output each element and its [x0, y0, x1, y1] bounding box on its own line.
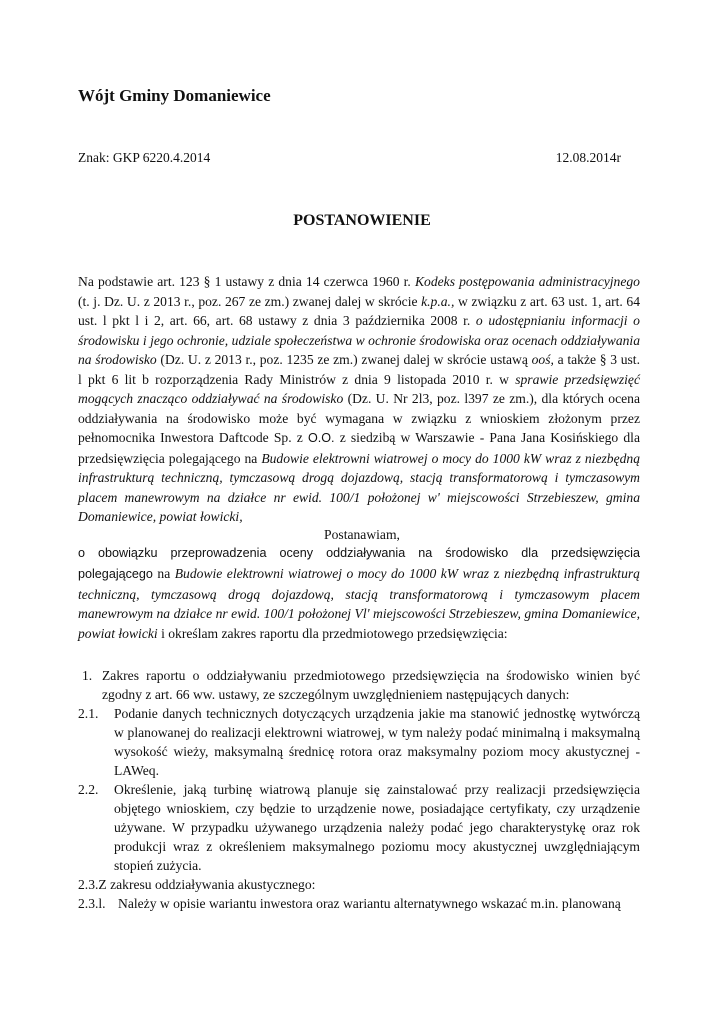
basis-company-suffix: O.O. [307, 431, 335, 445]
list-item-text: Zakres raportu o oddziaływaniu przedmiotowego przedsięwzięcia na środowisko winien być zgodny z art. 66 ww. ustawy, ze szczególnym uwzględnieniem następujących danych: [102, 668, 640, 702]
list-item-text: Określenie, jaką turbinę wiatrową planuje się zainstalować przy realizacji przedsięwzięcia objętego wnioskiem, czy będzie to urządzenie nowe, posiadające certyfikaty, czy urządzenie używane. W przypadku używanego urządzenia należy podać jego charakterystykę oraz rok produkcji wraz z określeniem maksymalnego poziomu mocy akustycznej uwzględniającym stopień zużycia. [114, 782, 640, 873]
decision-text-3: z [489, 565, 505, 581]
basis-italic-oos: ooś, [531, 352, 554, 367]
decision-italic-project-2: niezbędną infrastrukturą techniczną, tymczasową drogą dojazdową, stacją transformatorową i tymczasowym placem manewrowym na działce nr ewid. 100/1 położonej Vl' miejscowości Strzebieszew, gmina Domaniewice, powiat łowicki [78, 565, 640, 642]
basis-text-2: (t. j. Dz. U. z 2013 r., poz. 267 ze zm.) zwanej dalej w skrócie [78, 293, 422, 309]
list-item [78, 875, 640, 894]
basis-text-6: (Dz. U. Nr 2l3, poz. l397 ze zm.), dla których ocena oddziaływania na środowisko może być wymagana w związku z wnioskiem złożonym przez pełnomocnika Inwestora Daftcode Sp. z [78, 391, 640, 445]
document-date: 12.08.2014r [555, 150, 621, 165]
basis-text-3: w związku z art. 63 ust. 1, art. 64 ust. l pkt l i 2, art. 66, art. 68 ustawy z dnia 3 października 2008 r. [78, 293, 641, 328]
decision-text-2: na [152, 565, 175, 581]
list-item [78, 780, 640, 875]
basis-text-7: z siedzibą w Warszawie - Pana Jana Kosińskiego dla przedsięwzięcia polegającego na [78, 430, 640, 466]
basis-italic-project: Budowie elektrowni wiatrowej o mocy do 1000 kW wraz z niezbędną infrastrukturą techniczną, tymczasową drogą dojazdową, stacją transformatorową i tymczasowym placem manewrowym na działce nr ewid. 100/1 położonej w' miejscowości Strzebieszew, gmina Domaniewice, powiat łowicki, [78, 450, 641, 524]
list-item [78, 666, 640, 704]
scope-list [78, 666, 640, 913]
basis-italic-act-title: o udostępnianiu informacji o środowisku i jego ochronie, udziale społeczeństwa w ochronie środowiska oraz ocenach oddziaływania na środowisko [78, 313, 640, 367]
basis-text-5: a także § 3 ust. l pkt 6 lit b rozporządzenia Rady Ministrów z dnia 9 listopada 2010 r. w [78, 352, 640, 387]
basis-italic-kpa-title: Kodeks postępowania administracyjnego [414, 274, 640, 289]
decision-text-1: o obowiązku przeprowadzenia oceny oddziaływania na środowisko dla przedsięwzięcia polegającego [78, 546, 640, 581]
decision-paragraph [78, 543, 640, 644]
decision-heading: Postanawiam, [324, 527, 400, 542]
list-item-text: Należy w opisie wariantu inwestora oraz wariantu alternatywnego wskazać m.in. planowaną [118, 896, 621, 911]
list-item-text: Podanie danych technicznych dotyczących urządzenia jakie ma stanowić jednostkę wytwórczą w planowanej do realizacji elektrowni wiatrowej, w tym należy podać minimalną i maksymalną wysokość wieży, maksymalną średnicę rotora oraz maksymalny poziom mocy akustycznej - LAWeq. [114, 706, 640, 778]
list-item [78, 894, 640, 913]
list-item [78, 704, 640, 780]
list-item-number: 2.1. [78, 706, 99, 721]
list-item-number: 2.3. [78, 877, 99, 892]
authority-heading: Wójt Gminy Domaniewice [78, 86, 271, 105]
list-item-number: 1. [82, 668, 93, 683]
basis-text-1: Na podstawie art. 123 § 1 ustawy z dnia 14 czerwca 1960 r. [78, 274, 415, 289]
list-item-number: 2.2. [78, 782, 99, 797]
decision-italic-project-1: Budowie elektrowni wiatrowej o mocy do 1000 kW wraz [174, 565, 490, 581]
document-title: POSTANOWIENIE [293, 212, 431, 229]
basis-italic-kpa: k.p.a., [421, 293, 455, 309]
legal-basis-paragraph [78, 272, 640, 527]
list-item-text: Z zakresu oddziaływania akustycznego: [98, 877, 316, 892]
basis-italic-regulation: sprawie przedsięwzięć mogących znacząco oddziaływać na środowisko [78, 371, 640, 406]
basis-text-4: (Dz. U. z 2013 r., poz. 1235 ze zm.) zwanej dalej w skrócie ustawą [156, 352, 532, 367]
reference-number: Znak: GKP 6220.4.2014 [78, 150, 211, 165]
decision-text-4: i określam zakres raportu dla przedmiotowego przedsięwzięcia: [157, 626, 508, 642]
list-item-number: 2.3.l. [78, 896, 106, 911]
